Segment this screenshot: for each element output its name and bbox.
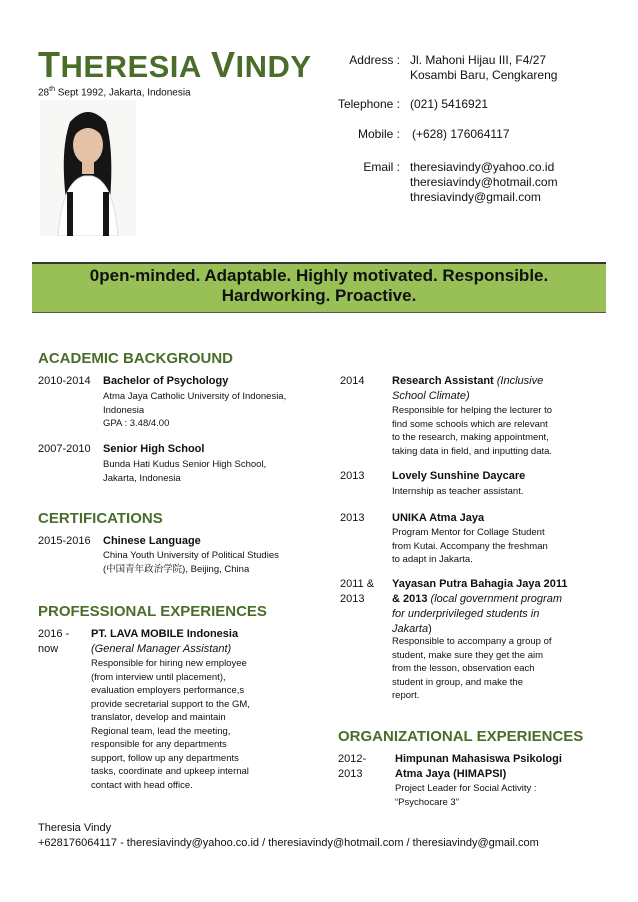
academic-1-detail xyxy=(103,390,286,431)
email-2: theresiavindy@hotmail.com xyxy=(410,175,558,189)
organizational-heading: ORGANIZATIONAL EXPERIENCES xyxy=(338,728,584,745)
address-line-1: Jl. Mahoni Hijau III, F4/27 xyxy=(410,53,547,67)
name-first-initial: T xyxy=(38,44,61,85)
tagline-banner xyxy=(32,262,606,313)
certification-detail xyxy=(103,549,279,576)
detail-line: student, make sure they get the aim xyxy=(392,649,544,661)
years-line: 2013 xyxy=(340,593,365,605)
birth-day-suffix: th xyxy=(49,86,55,93)
years-line: 2012- xyxy=(338,753,367,765)
mobile-value: (+628) 176064117 xyxy=(412,127,510,141)
birth-day: 28 xyxy=(38,87,50,99)
years-line: now xyxy=(38,643,59,655)
birth-place-date: Sept 1992, Jakarta, Indonesia xyxy=(54,87,191,99)
detail-line: Responsible for hiring new employee xyxy=(91,658,247,669)
detail-line: (中国青年政治学院), Beijing, China xyxy=(103,563,250,575)
detail-line: from Kutai. Accompany the freshman xyxy=(392,540,548,552)
right-2-title: Lovely Sunshine Daycare xyxy=(392,470,526,482)
right-4-years xyxy=(340,577,374,607)
detail-line: to adapt in Jakarta. xyxy=(392,554,473,565)
detail-line: Responsible to accompany a group of xyxy=(392,636,552,647)
detail-line: find some schools which are relevant xyxy=(392,418,548,430)
organizational-title xyxy=(395,752,562,782)
right-3-years: 2013 xyxy=(340,512,365,524)
right-1-years: 2014 xyxy=(340,375,365,387)
detail-line: provide secretarial support to the GM, xyxy=(91,698,250,710)
detail-line: Project Leader for Social Activity : xyxy=(395,783,537,794)
detail-line: support, follow up any departments xyxy=(91,752,239,764)
birth-info xyxy=(38,86,191,98)
organizational-years xyxy=(338,752,366,782)
detail-line: (from interview until placement), xyxy=(91,671,226,683)
detail-line: responsible for any departments xyxy=(91,739,227,750)
detail-line: China Youth University of Political Studies xyxy=(103,550,279,561)
right-3-title: UNIKA Atma Jaya xyxy=(392,512,485,524)
detail-line: report. xyxy=(392,690,420,701)
title-italic: Jakarta xyxy=(392,623,429,635)
detail-line: Internship as teacher assistant. xyxy=(392,486,524,497)
detail-line: GPA : 3.48/4.00 xyxy=(103,418,170,429)
address-line-2: Kosambi Baru, Cengkareng xyxy=(410,68,558,82)
professional-years xyxy=(38,627,69,657)
mobile-label: Mobile : xyxy=(357,127,400,141)
detail-line: Program Mentor for Collage Student xyxy=(392,527,545,538)
detail-line: Jakarta, Indonesia xyxy=(103,472,181,484)
detail-line: taking data in field, and inputting data. xyxy=(392,445,553,457)
name-last-rest: INDY xyxy=(235,49,312,84)
right-2-years: 2013 xyxy=(340,470,365,482)
professional-heading: PROFESSIONAL EXPERIENCES xyxy=(38,603,267,620)
detail-line: Responsible for helping the lecturer to xyxy=(392,405,553,416)
email-label: Email : xyxy=(363,160,400,174)
title-line: Atma Jaya (HIMAPSI) xyxy=(395,768,507,780)
footer-name: Theresia Vindy xyxy=(38,822,112,834)
telephone-value: (021) 5416921 xyxy=(410,97,489,111)
academic-2-detail xyxy=(103,458,266,485)
detail-line: Atma Jaya Catholic University of Indonesia, xyxy=(103,391,287,402)
academic-2-years: 2007-2010 xyxy=(38,443,91,455)
right-1-detail xyxy=(392,404,552,458)
right-3-detail xyxy=(392,526,548,567)
certifications-heading: CERTIFICATIONS xyxy=(38,510,163,527)
detail-line: contact with head office. xyxy=(91,779,193,791)
detail-line: student in group, and make the xyxy=(392,676,523,688)
email-1: theresiavindy@yahoo.co.id xyxy=(410,160,555,174)
years-line: 2016 - xyxy=(38,628,70,640)
detail-line: to the research, making appointment, xyxy=(392,432,549,443)
title-text: Research Assistant xyxy=(392,375,494,387)
profile-photo xyxy=(40,100,136,236)
years-line: 2011 & xyxy=(340,578,375,590)
name-last-initial: V xyxy=(210,44,236,85)
detail-line: evaluation employers performance,s xyxy=(91,685,245,696)
detail-line: Indonesia xyxy=(103,404,145,416)
title-line: Himpunan Mahasiswa Psikologi xyxy=(395,753,562,765)
professional-company: PT. LAVA MOBILE Indonesia xyxy=(91,628,239,640)
candidate-name xyxy=(38,44,312,86)
detail-line: from the lesson, observation each xyxy=(392,663,535,674)
years-line: 2013 xyxy=(338,768,363,780)
detail-line: “Psychocare 3” xyxy=(395,796,459,808)
detail-line: Regional team, lead the meeting, xyxy=(91,725,231,737)
right-4-detail xyxy=(392,635,552,703)
name-first-rest: HERESIA xyxy=(60,49,202,84)
certification-years: 2015-2016 xyxy=(38,535,91,547)
footer-contact: +628176064117 - theresiavindy@yahoo.co.id / theresiavindy@hotmail.com / theresiavindy@gmail.com xyxy=(38,837,539,849)
academic-1-title: Bachelor of Psychology xyxy=(103,375,229,387)
professional-role: (General Manager Assistant) xyxy=(91,643,232,655)
detail-line: tasks, coordinate and upkeep internal xyxy=(91,766,249,777)
detail-line: translator, develop and maintain xyxy=(91,712,226,723)
title-italic: for underprivileged students in xyxy=(392,608,540,620)
title-line: Yayasan Putra Bahagia Jaya 2011 xyxy=(392,578,568,590)
tagline-line-1: 0pen-minded. Adaptable. Highly motivated. Responsible. xyxy=(89,266,549,285)
academic-1-years: 2010-2014 xyxy=(38,375,91,387)
detail-line: Bunda Hati Kudus Senior High School, xyxy=(103,459,267,470)
academic-heading: ACADEMIC BACKGROUND xyxy=(38,350,233,367)
certification-title: Chinese Language xyxy=(103,535,201,547)
academic-2-title: Senior High School xyxy=(103,443,205,455)
professional-detail xyxy=(91,657,250,792)
title-line: & 2013 xyxy=(392,593,431,605)
email-3: thresiavindy@gmail.com xyxy=(410,190,541,204)
right-1-title xyxy=(392,374,543,389)
tagline-line-2: Hardworking. Proactive. xyxy=(221,286,417,305)
address-label: Address : xyxy=(349,53,400,67)
title-italic: (local government program xyxy=(430,593,562,605)
telephone-label: Telephone : xyxy=(337,97,400,111)
organizational-detail xyxy=(395,782,537,809)
title-italic: (Inclusive xyxy=(493,375,544,387)
right-1-title-line2: School Climate) xyxy=(392,390,470,402)
right-2-detail xyxy=(392,485,524,499)
right-4-title: Yayasan Putra Bahagia Jaya 2011 & 2013 (local government program for underprivileged students in Jakarta) xyxy=(392,578,568,635)
